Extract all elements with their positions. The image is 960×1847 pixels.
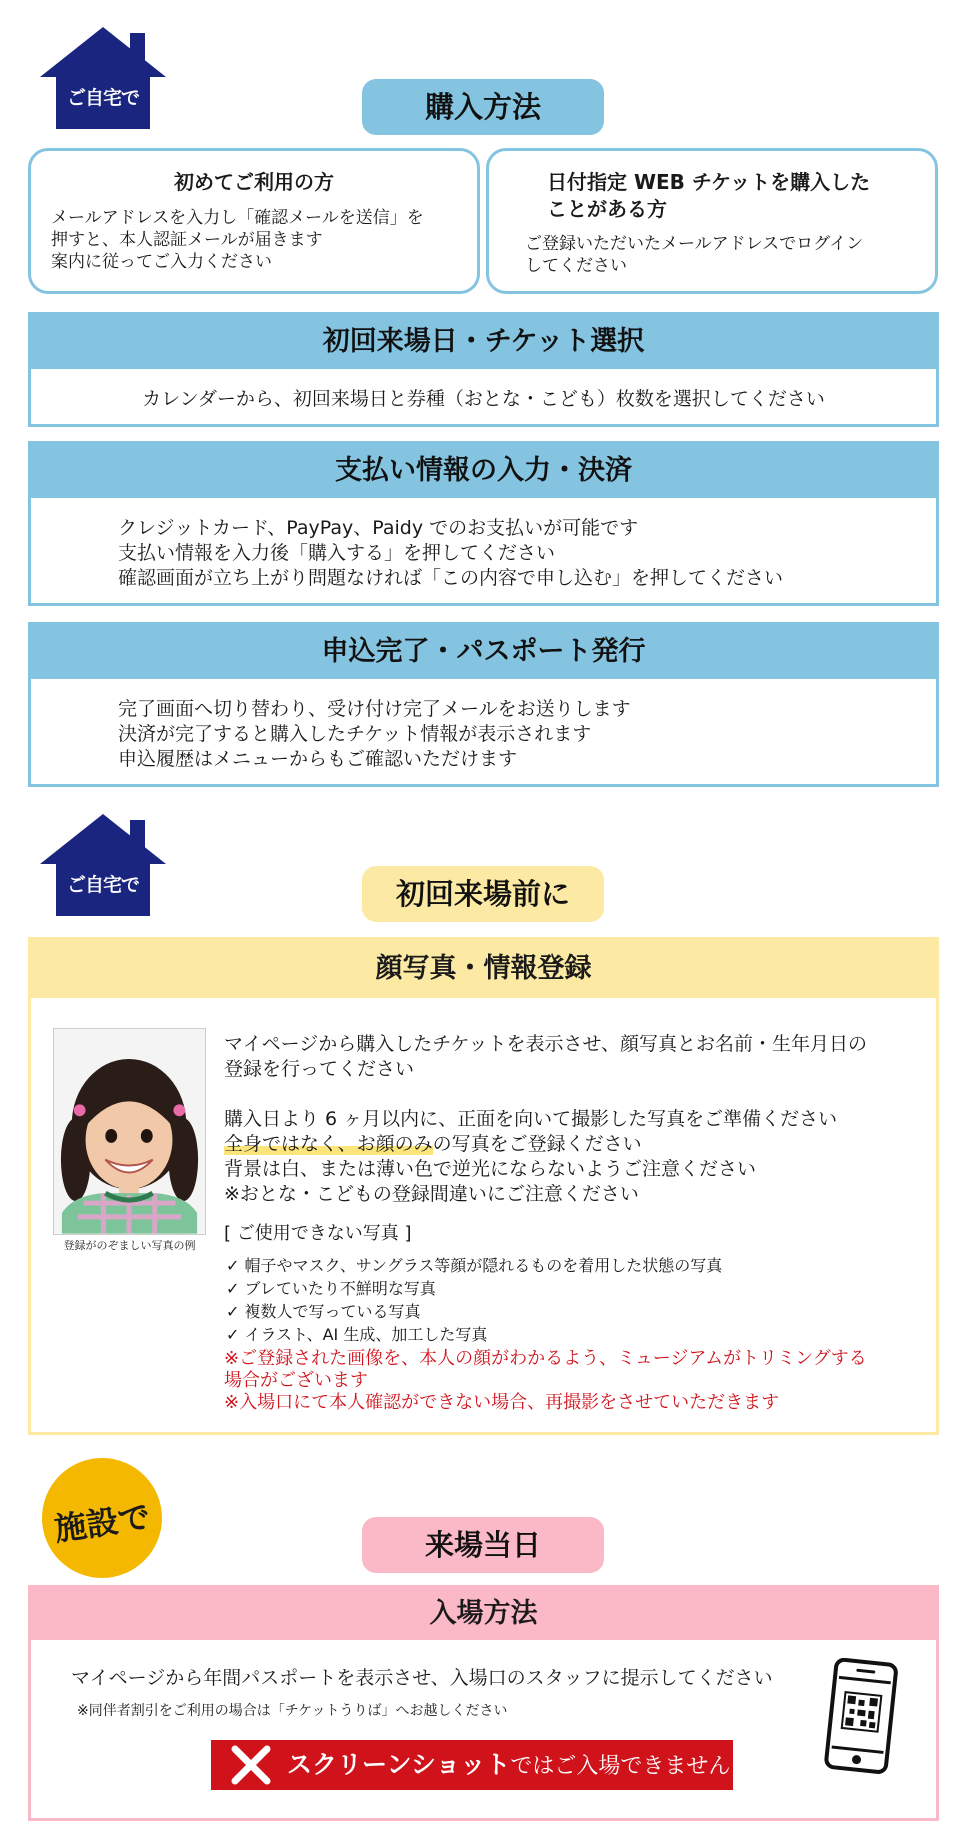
banner-text: ではご入場できません	[510, 1754, 731, 1779]
photo-caption: 登録がのぞましい写真の例	[63, 1239, 196, 1252]
screenshot-warning-banner	[211, 1740, 733, 1790]
example-photo	[53, 1028, 206, 1235]
list-item: ✓ 帽子やマスク、サングラス等顔が隠れるものを着用した状態の写真	[226, 1256, 723, 1275]
payment-title: 支払い情報の入力・決済	[31, 444, 936, 498]
face-photo-registration-box	[28, 937, 939, 1435]
home-badge-label: ご自宅で	[66, 874, 139, 896]
purchase-method-pill: 購入方法	[362, 79, 604, 135]
entry-method-title: 入場方法	[31, 1588, 936, 1640]
returning-user-title: 日付指定 WEB チケットを購入した ことがある方	[547, 170, 871, 221]
entry-method-box	[28, 1585, 939, 1821]
banner-bold-text: スクリーンショット	[287, 1750, 511, 1779]
companion-discount-note: ※同伴者割引をご利用の場合は「チケットうりば」へお越しください	[77, 1703, 508, 1719]
first-time-text: メールアドレスを入力し「確認メールを送信」を 押すと、本人認証メールが届きます 案内に従ってご入力ください	[51, 208, 424, 272]
unusable-photos-heading: [ ご使用できない写真 ]	[224, 1223, 412, 1244]
first-time-card	[28, 148, 480, 294]
home-badge-2	[38, 812, 168, 920]
face-only-requirement: 全身ではなく、お顔のみの写真をご登録ください	[224, 1133, 642, 1155]
home-badge	[38, 25, 168, 133]
x-mark-icon	[229, 1743, 273, 1787]
completion-box	[28, 622, 939, 787]
registration-text: マイページから購入したチケットを表示させ、顔写真とお名前・生年月日の 登録を行ってください 購入日より 6 ヶ月以内に、正面を向いて撮影した写真をご準備ください 全身ではなく、お顔のみの写真をご登録ください 背景は白、または薄い色で逆光にならないようご注意ください ※おとな・こどもの登録間違いにご注意ください	[224, 1033, 867, 1205]
face-photo-title: 顔写真・情報登録	[31, 940, 936, 998]
ticket-selection-title: 初回来場日・チケット選択	[31, 315, 936, 369]
completion-text: 完了画面へ切り替わり、受け付け完了メールをお送りします 決済が完了すると購入したチケット情報が表示されます 申込履歴はメニューからもご確認いただけます	[118, 698, 631, 770]
list-item: ✓ ブレていたり不鮮明な写真	[226, 1279, 436, 1298]
visit-day-pill: 来場当日	[362, 1517, 604, 1573]
house-icon	[38, 812, 168, 920]
returning-user-card	[486, 148, 938, 294]
trimming-notes: ※ご登録された画像を、本人の顔がわかるよう、ミュージアムがトリミングする 場合がございます ※入場口にて本人確認ができない場合、再撮影をさせていただきます	[224, 1348, 867, 1413]
completion-title: 申込完了・パスポート発行	[31, 625, 936, 679]
facility-badge	[42, 1458, 162, 1578]
home-badge-label: ご自宅で	[66, 87, 139, 109]
payment-box	[28, 441, 939, 606]
smartphone-qr-icon	[823, 1658, 901, 1776]
payment-text: クレジットカード、PayPay、Paidy でのお支払いが可能です 支払い情報を入力後「購入する」を押してください 確認画面が立ち上がり問題なければ「この内容で申し込む」を押してください	[118, 517, 784, 589]
unusable-photos-list	[226, 1254, 722, 1346]
facility-badge-label: 施設で	[52, 1497, 153, 1549]
house-icon	[38, 25, 168, 133]
first-time-title: 初めてご利用の方	[174, 170, 334, 194]
before-visit-pill: 初回来場前に	[362, 866, 604, 922]
list-item: ✓ イラスト、AI 生成、加工した写真	[226, 1325, 488, 1344]
ticket-selection-text: カレンダーから、初回来場日と券種（おとな・こども）枚数を選択してください	[142, 388, 825, 410]
returning-user-text: ご登録いただいたメールアドレスでログイン してください	[525, 234, 864, 276]
ticket-selection-box	[28, 312, 939, 427]
list-item: ✓ 複数人で写っている写真	[226, 1302, 421, 1321]
entry-method-text: マイページから年間パスポートを表示させ、入場口のスタッフに提示してください	[71, 1667, 773, 1689]
